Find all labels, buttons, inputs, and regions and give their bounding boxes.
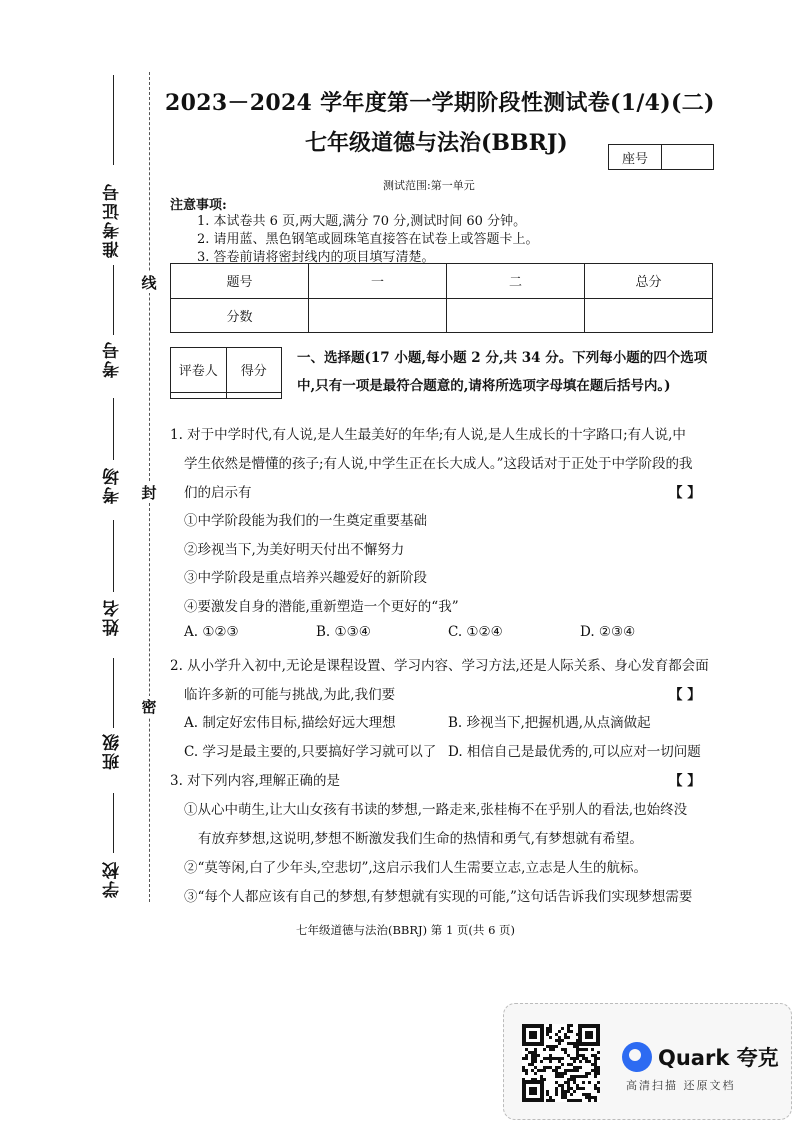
question-3-item: ③“每个人都应该有自己的梦想,有梦想就有实现的可能,”这句话告诉我们实现梦想需要 [184, 889, 693, 905]
section-one-heading-line: 一、选择题(17 小题,每小题 2 分,共 34 分。下列每小题的四个选项 [297, 350, 708, 366]
grader-cell[interactable] [226, 392, 282, 398]
question-3-item: ①从心中萌生,让大山女孩有书读的梦想,一路走来,张桂梅不在乎别人的看法,也始终没 [184, 802, 688, 818]
question-1-item: ①中学阶段能为我们的一生奠定重要基础 [184, 513, 427, 529]
grader-header: 得分 [226, 348, 282, 393]
quark-scan-badge [503, 1003, 792, 1120]
answer-bracket[interactable]: 【 】 [669, 773, 701, 789]
qr-code-icon [522, 1024, 600, 1102]
score-table-header: 总分 [585, 264, 713, 299]
question-1-item: ③中学阶段是重点培养兴趣爱好的新阶段 [184, 570, 427, 586]
score-row-label: 分数 [171, 298, 309, 333]
question-1-option-d: D. ②③④ [580, 624, 636, 640]
binding-line [113, 520, 114, 592]
question-2-option-d: D. 相信自己是最优秀的,可以应对一切问题 [448, 744, 701, 760]
seat-number-field[interactable] [662, 145, 713, 169]
question-1-stem: 1. 对于中学时代,有人说,是人生最美好的年华;有人说,是人生成长的十字路口;有人说,中 [170, 427, 686, 443]
field-label-exam-number: 准考证号 [103, 182, 123, 258]
grader-header: 评卷人 [171, 348, 227, 393]
seal-char-secret: 密 [139, 696, 159, 717]
seat-number-label: 座号 [609, 145, 662, 169]
test-scope: 测试范围:第一单元 [383, 179, 475, 192]
notes-heading: 注意事项: [170, 198, 227, 213]
question-1-item: ④要激发自身的潜能,重新塑造一个更好的“我” [184, 599, 459, 615]
score-table-header: 一 [309, 264, 447, 299]
question-2-stem: 临许多新的可能与挑战,为此,我们要 [184, 687, 396, 703]
score-cell[interactable] [309, 298, 447, 333]
note-item: 1. 本试卷共 6 页,两大题,满分 70 分,测试时间 60 分钟。 [197, 214, 527, 229]
subject-title: 七年级道德与法治(BBRJ) [305, 130, 568, 156]
score-table-header: 题号 [171, 264, 309, 299]
quark-slogan: 高清扫描 还原文档 [626, 1079, 736, 1092]
question-3-item: ②“莫等闲,白了少年头,空悲切”,这启示我们人生需要立志,立志是人生的航标。 [184, 860, 647, 876]
binding-line [113, 658, 114, 728]
question-1-stem: 学生依然是懵懂的孩子;有人说,中学生正在长大成人。”这段话对于正处于中学阶段的我 [184, 456, 693, 472]
score-table-header: 二 [447, 264, 585, 299]
field-label-school: 学校 [103, 860, 123, 898]
field-label-class: 班级 [103, 732, 123, 770]
note-item: 3. 答卷前请将密封线内的项目填写清楚。 [197, 250, 435, 265]
question-1-item: ②珍视当下,为美好明天付出不懈努力 [184, 542, 405, 558]
question-2-option-c: C. 学习是最主要的,只要搞好学习就可以了 [184, 744, 437, 760]
binding-line [113, 75, 114, 165]
page-footer: 七年级道德与法治(BBRJ) 第 1 页(共 6 页) [296, 923, 516, 937]
grader-cell[interactable] [171, 392, 227, 398]
grader-table [170, 347, 282, 399]
section-one-heading-line: 中,只有一项是最符合题意的,请将所选项字母填在题后括号内。) [297, 378, 671, 394]
answer-bracket[interactable]: 【 】 [669, 687, 701, 703]
score-table-row [171, 298, 713, 333]
note-item: 2. 请用蓝、黑色钢笔或圆珠笔直接答在试卷上或答题卡上。 [197, 232, 539, 247]
field-label-exam-room: 考场 [103, 466, 123, 504]
field-label-name: 姓名 [103, 598, 123, 636]
binding-line [113, 398, 114, 460]
seal-char-line: 线 [139, 272, 159, 293]
question-1-option-a: A. ①②③ [184, 624, 239, 640]
answer-bracket[interactable]: 【 】 [669, 485, 701, 501]
score-table-header-row [171, 264, 713, 299]
question-2-option-b: B. 珍视当下,把握机遇,从点滴做起 [448, 715, 651, 731]
question-1-stem: 们的启示有 [184, 485, 252, 501]
field-label-candidate-number: 考号 [103, 340, 123, 378]
score-table [170, 263, 713, 333]
binding-line [113, 793, 114, 853]
question-2-stem: 2. 从小学升入初中,无论是课程设置、学习内容、学习方法,还是人际关系、身心发育都会面 [170, 658, 709, 674]
score-cell[interactable] [447, 298, 585, 333]
quark-logo-icon [622, 1042, 652, 1072]
question-2-option-a: A. 制定好宏伟目标,描绘好远大理想 [184, 715, 396, 731]
question-3-stem: 3. 对下列内容,理解正确的是 [170, 773, 340, 789]
score-cell[interactable] [585, 298, 713, 333]
binding-line [113, 265, 114, 335]
question-1-option-c: C. ①②④ [448, 624, 503, 640]
seal-char-seal: 封 [139, 482, 159, 503]
exam-title: 2023－2024 学年度第一学期阶段性测试卷(1/4)(二) [165, 90, 715, 116]
question-1-option-b: B. ①③④ [316, 624, 371, 640]
seat-number-box [608, 144, 714, 170]
question-3-item: 有放弃梦想,这说明,梦想不断激发我们生命的热情和勇气,有梦想就有希望。 [198, 831, 643, 847]
quark-brand: Quark 夸克 [658, 1046, 779, 1070]
